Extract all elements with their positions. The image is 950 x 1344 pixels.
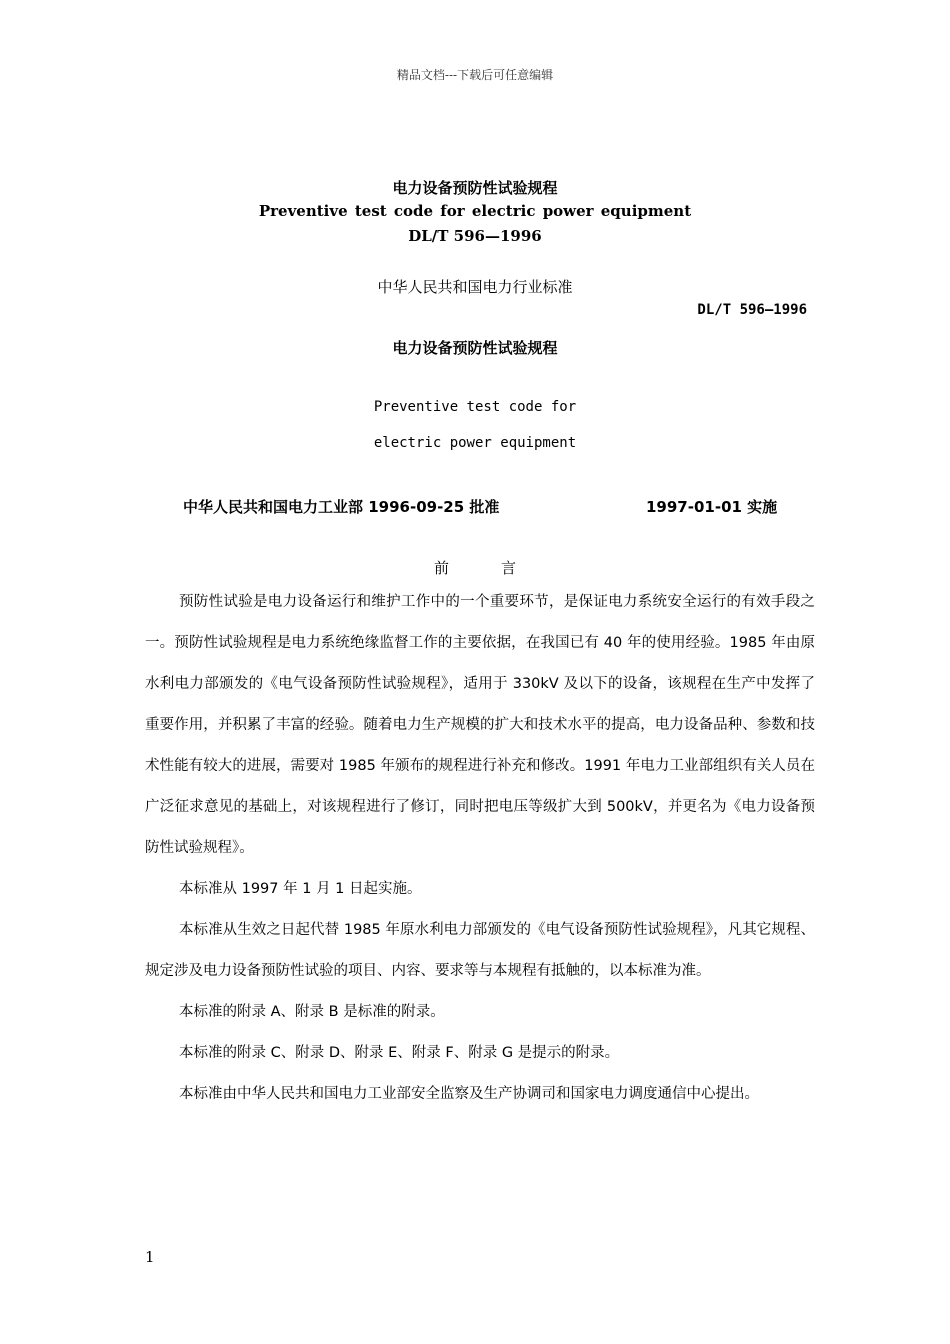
header-watermark: 精品文档---下载后可任意编辑 (396, 68, 554, 82)
preface-heading: 前言 (433, 559, 568, 577)
paragraph: 预防性试验是电力设备运行和维护工作中的一个重要环节，是保证电力系统安全运行的有效手段之一。预防性试验规程是电力系统绝缘监督工作的主要依据，在我国已有 40 年的使用经验。1985 年由原水利电力部颁发的《电气设备预防性试验规程》，适用于 330kV 及以下的设备，该规程在生产中发挥了重要作用，并积累了丰富的经验。随着电力生产规模的扩大和技术水平的提高，电力设备品种、参数和技术性能有较大的进展，需要对 1985 年颁布的规程进行补充和修改。1991 年电力工业部组织有关人员在广泛征求意见的基础上，对该规程进行了修订，同时把电压等级扩大到 500kV，并更名为《电力设备预防性试验规程》。 (145, 594, 815, 856)
effective-date: 1997-01-01 实施 (646, 498, 778, 516)
paragraph: 本标准从生效之日起代替 1985 年原水利电力部颁发的《电气设备预防性试验规程》，凡其它规程、规定涉及电力设备预防性试验的项目、内容、要求等与本规程有抵触的，以本标准为准。 (145, 922, 815, 979)
standard-title-en-line2: electric power equipment (373, 435, 577, 451)
cover-title-en: Preventive test code for electric power equipment (258, 202, 692, 220)
cover-code: DL/T 596—1996 (408, 227, 542, 245)
paragraph: 本标准由中华人民共和国电力工业部安全监察及生产协调司和国家电力调度通信中心提出。 (179, 1086, 759, 1102)
standard-title-en-line1: Preventive test code for (373, 399, 577, 415)
standard-category: 中华人民共和国电力行业标准 (377, 278, 573, 296)
preface-body (145, 582, 815, 1115)
standard-code: DL/T 596—1996 (697, 302, 807, 318)
standard-title-zh: 电力设备预防性试验规程 (392, 339, 558, 357)
approval-line: 中华人民共和国电力工业部 1996-09-25 批准 (183, 498, 500, 516)
paragraph: 本标准从 1997 年 1 月 1 日起实施。 (179, 881, 422, 897)
page-number: 1 (145, 1248, 155, 1266)
cover-title-zh: 电力设备预防性试验规程 (392, 179, 558, 197)
paragraph: 本标准的附录 C、附录 D、附录 E、附录 F、附录 G 是提示的附录。 (179, 1045, 620, 1061)
paragraph: 本标准的附录 A、附录 B 是标准的附录。 (179, 1004, 445, 1020)
